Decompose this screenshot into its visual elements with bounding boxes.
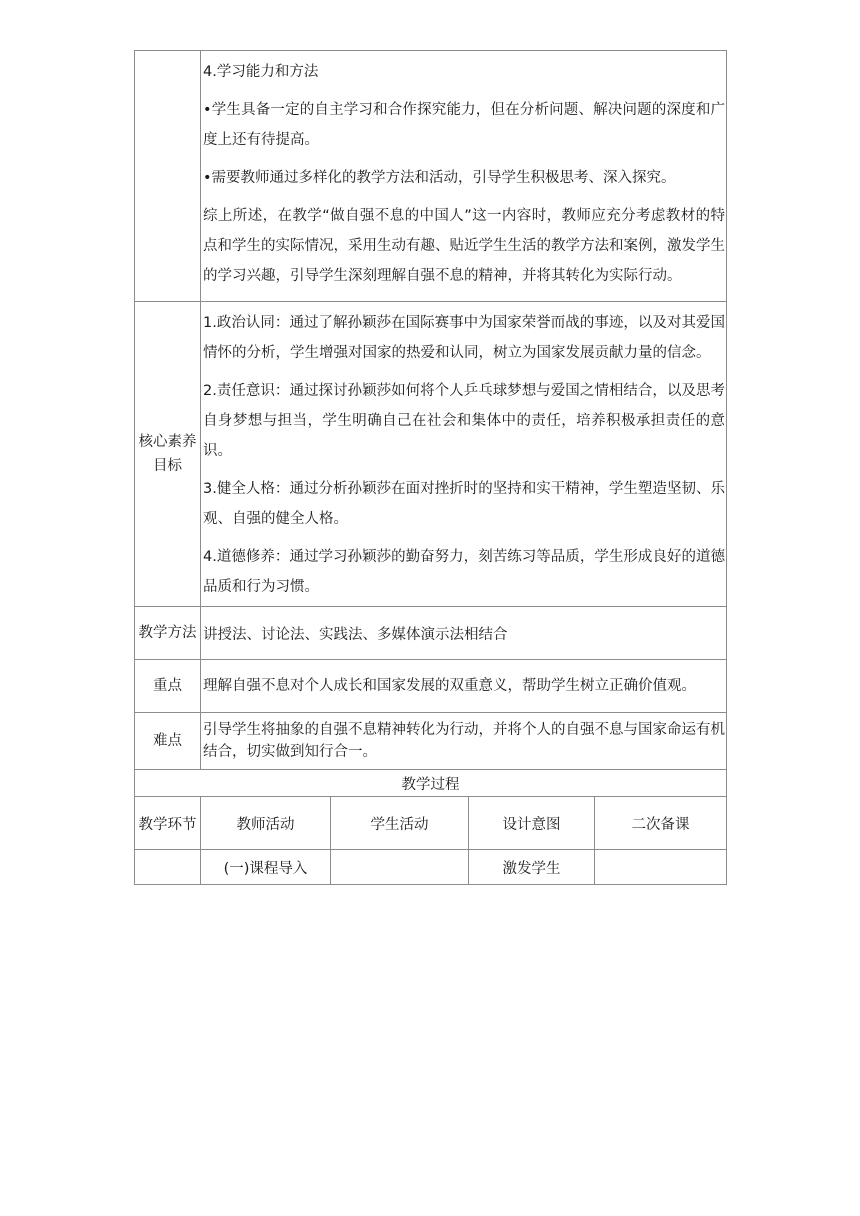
student-analysis-content [201,51,727,302]
difficulty-value: 引导学生将抽象的自强不息精神转化为行动，并将个人的自强不息与国家命运有机结合，切实做到知行合一。 [203,722,726,760]
process-title-row [135,770,727,797]
header-student-activity: 学生活动 [331,797,469,850]
lesson-plan-table [134,50,727,885]
difficulty-row [135,713,727,770]
process-row [135,850,727,885]
header-teacher-activity: 教师活动 [201,797,331,850]
core-literacy-item-1: 1.政治认同：通过了解孙颖莎在国际赛事中为国家荣誉而战的事迹，以及对其爱国情怀的分析，学生增强对国家的热爱和认同，树立为国家发展贡献力量的信念。 [203,315,726,361]
difficulty-label: 难点 [135,713,201,770]
core-literacy-item-2: 2.责任意识：通过探讨孙颖莎如何将个人乒乓球梦想与爱国之情相结合，以及思考自身梦想与担当，学生明确自己在社会和集体中的责任，培养积极承担责任的意识。 [203,383,726,459]
difficulty-cell [201,713,727,770]
key-point-label: 重点 [135,660,201,713]
teaching-method-value: 讲授法、讨论法、实践法、多媒体演示法相结合 [201,607,727,660]
key-point-cell [201,660,727,713]
study-ability-heading: 4.学习能力和方法 [203,64,319,80]
process-row-prep [595,850,727,885]
analysis-summary: 综上所述，在教学“做自强不息的中国人”这一内容时，教师应充分考虑教材的特点和学生的实际情况，采用生动有趣、贴近学生生活的教学方法和案例，激发学生的学习兴趣，引导学生深刻理解自强不息的精神，并将其转化为实际行动。 [203,208,726,284]
core-literacy-content [201,302,727,607]
process-title: 教学过程 [135,770,727,797]
core-literacy-item-3: 3.健全人格：通过分析孙颖莎在面对挫折时的坚持和实干精神，学生塑造坚韧、乐观、自强的健全人格。 [203,481,726,527]
process-header-row [135,797,727,850]
teaching-method-row [135,607,727,660]
process-row-intent: 激发学生 [469,850,595,885]
key-point-row [135,660,727,713]
process-row-teacher: (一)课程导入 [201,850,331,885]
key-point-value: 理解自强不息对个人成长和国家发展的双重意义，帮助学生树立正确价值观。 [203,678,696,694]
process-row-stage [135,850,201,885]
core-literacy-row [135,302,727,607]
study-ability-bullet-1: •学生具备一定的自主学习和合作探究能力，但在分析问题、解决问题的深度和广度上还有待提高。 [203,102,726,148]
study-ability-bullet-2: •需要教师通过多样化的教学方法和活动，引导学生积极思考、深入探究。 [203,170,676,186]
core-literacy-label: 核心素养目标 [135,302,201,607]
header-design-intent: 设计意图 [469,797,595,850]
core-literacy-item-4: 4.道德修养：通过学习孙颖莎的勤奋努力，刻苦练习等品质，学生形成良好的道德品质和行为习惯。 [203,549,726,595]
student-analysis-label-cell [135,51,201,302]
student-analysis-row [135,51,727,302]
header-stage: 教学环节 [135,797,201,850]
lesson-plan-sheet [134,50,726,885]
teaching-method-label: 教学方法 [135,607,201,660]
header-second-prep: 二次备课 [595,797,727,850]
process-row-student [331,850,469,885]
